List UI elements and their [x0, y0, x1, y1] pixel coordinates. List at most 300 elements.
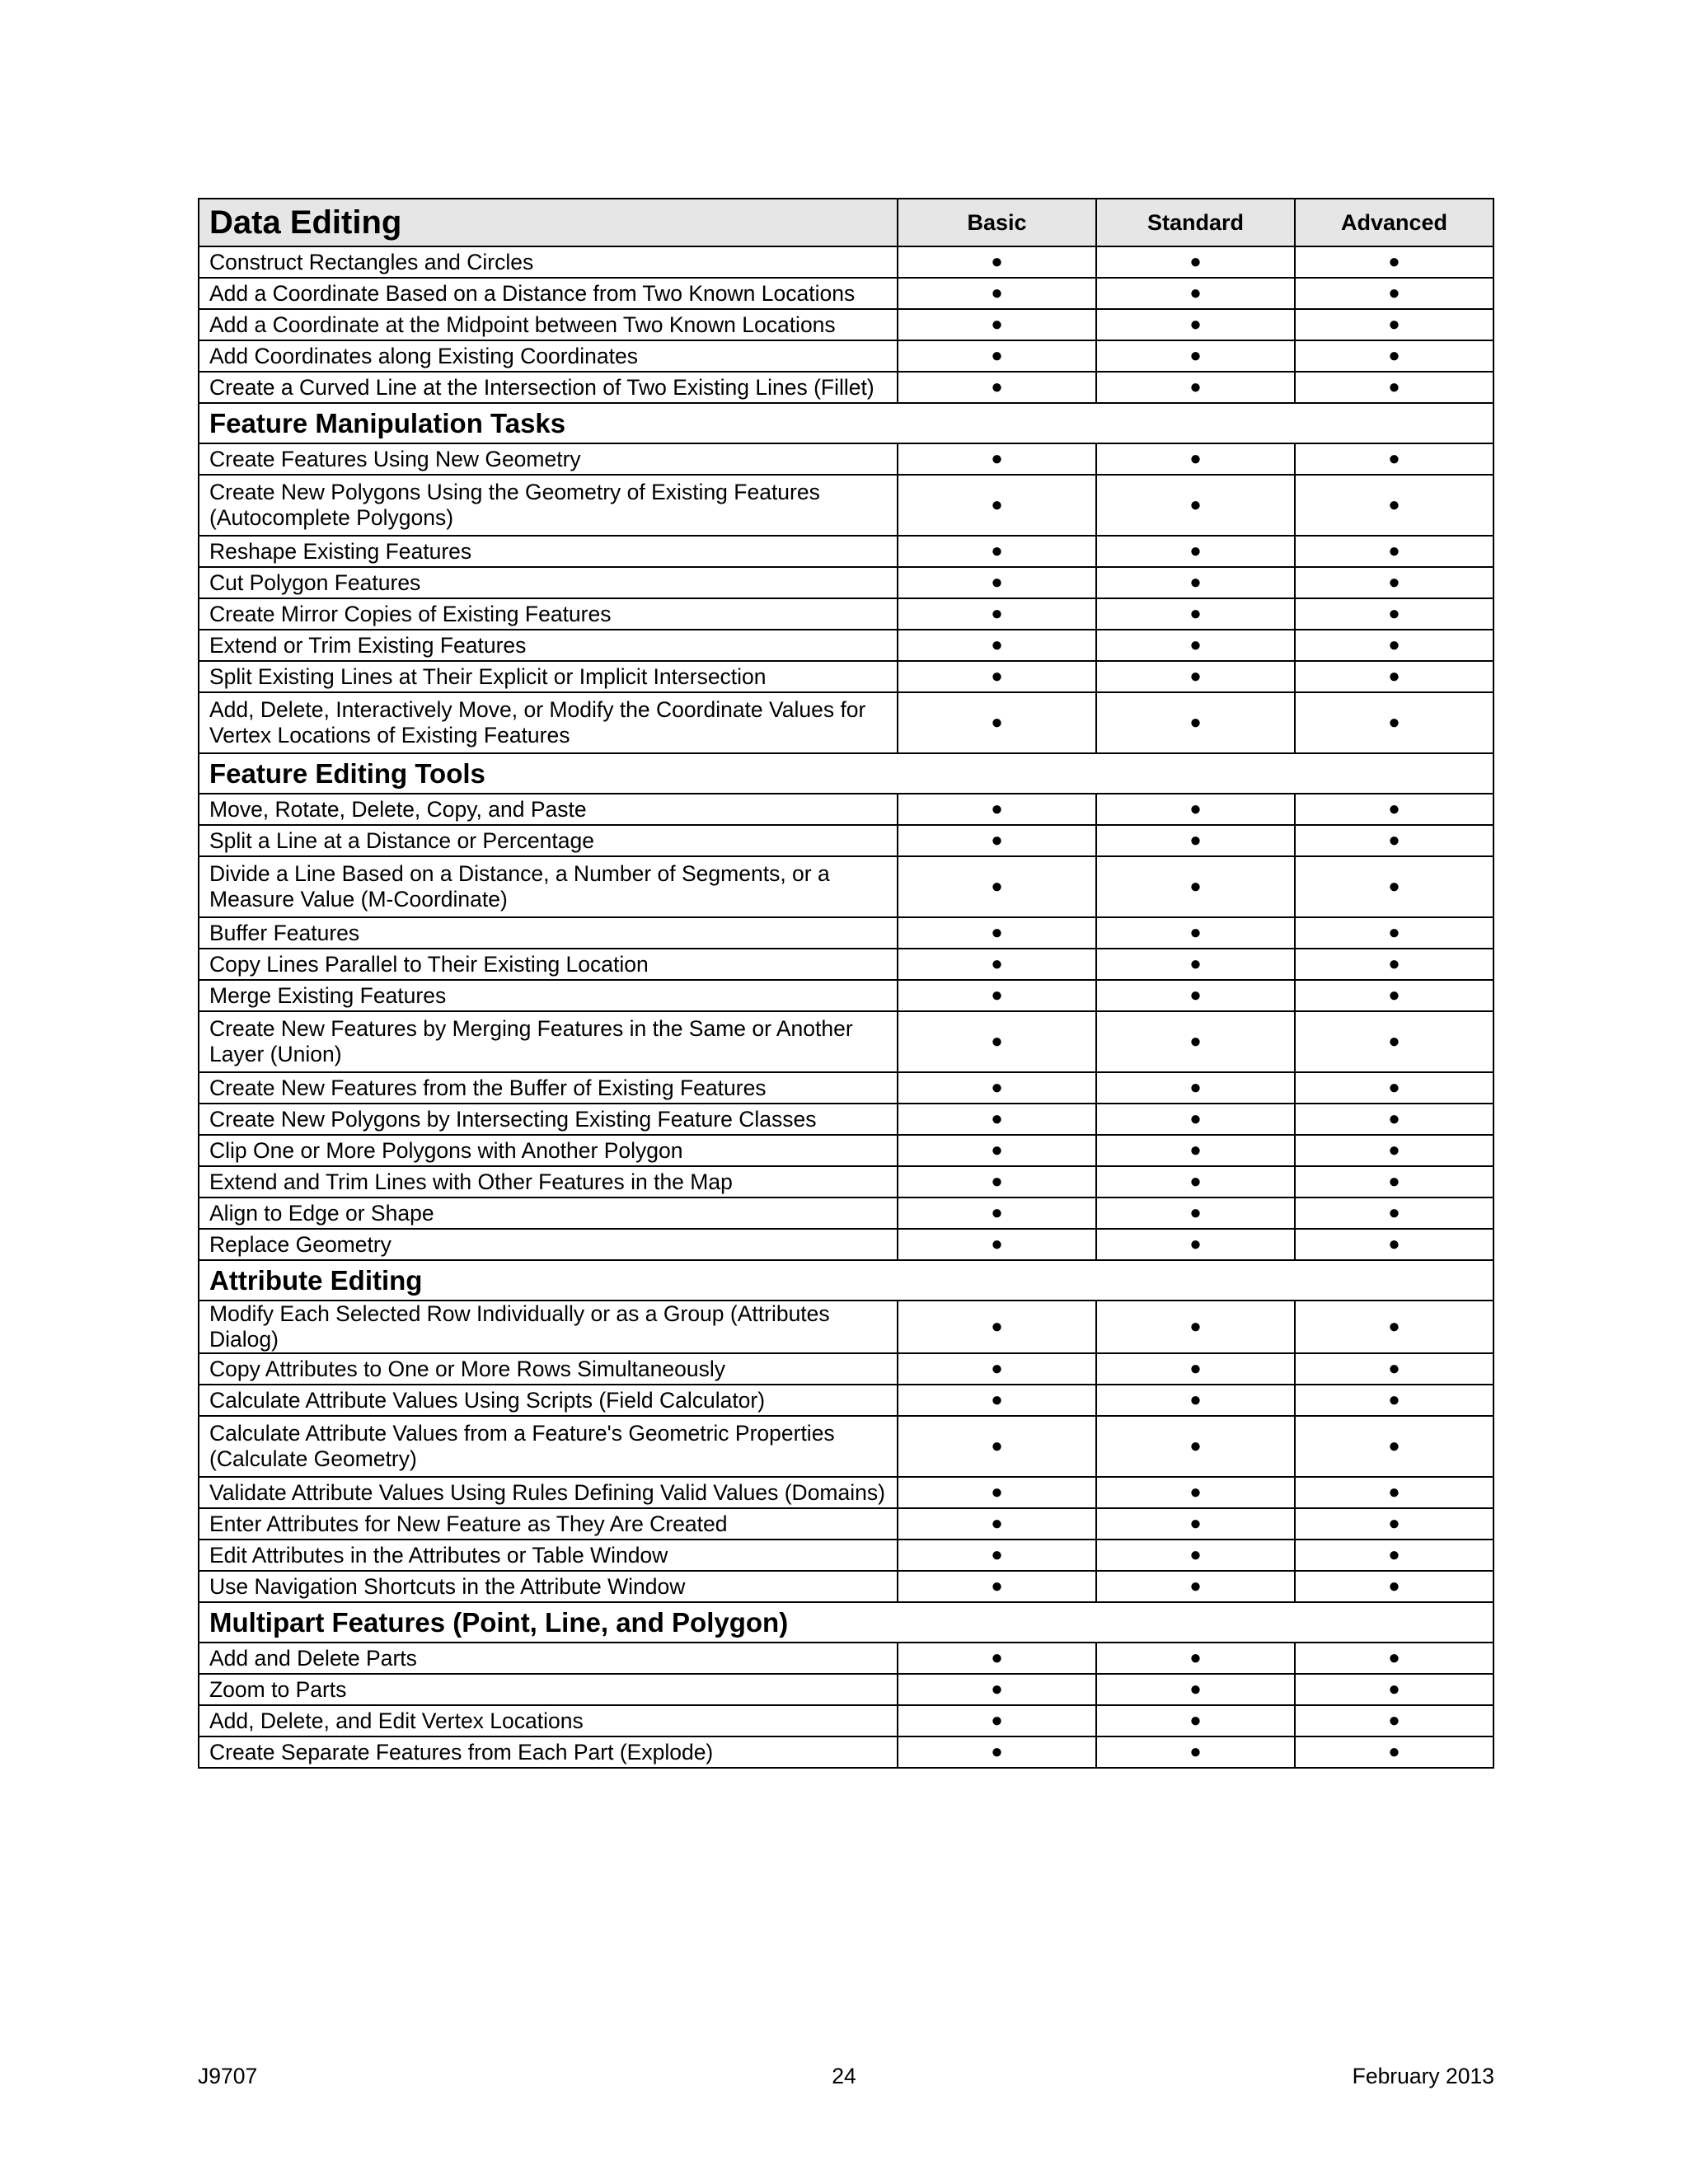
available-dot-icon: ● — [1388, 1076, 1400, 1099]
available-dot-icon: ● — [1388, 313, 1400, 335]
section-heading-row — [199, 1602, 1493, 1643]
table-row — [199, 1011, 1493, 1072]
available-dot-icon: ● — [1388, 448, 1400, 470]
table-row — [199, 917, 1493, 949]
footer-document-id: J9707 — [198, 2064, 258, 2088]
available-dot-icon: ● — [1388, 1357, 1400, 1380]
feature-label: Split Existing Lines at Their Explicit or Implicit Intersection — [199, 661, 898, 692]
standard-availability-cell — [1096, 246, 1295, 278]
available-dot-icon: ● — [1388, 1647, 1400, 1669]
available-dot-icon: ● — [1388, 875, 1400, 898]
feature-label: Copy Attributes to One or More Rows Simultaneously — [199, 1353, 898, 1385]
table-row — [199, 1736, 1493, 1768]
advanced-availability-cell — [1295, 661, 1493, 692]
available-dot-icon: ● — [991, 1435, 1003, 1457]
advanced-availability-cell — [1295, 1229, 1493, 1260]
advanced-availability-cell — [1295, 856, 1493, 917]
standard-availability-cell — [1096, 1540, 1295, 1571]
available-dot-icon: ● — [1189, 1315, 1202, 1338]
available-dot-icon: ● — [1388, 571, 1400, 593]
available-dot-icon: ● — [1189, 1139, 1202, 1161]
advanced-availability-cell — [1295, 1166, 1493, 1197]
feature-label: Add Coordinates along Existing Coordinates — [199, 340, 898, 372]
standard-availability-cell — [1096, 372, 1295, 403]
advanced-availability-cell — [1295, 246, 1493, 278]
advanced-availability-cell — [1295, 567, 1493, 598]
available-dot-icon: ● — [991, 1678, 1003, 1700]
available-dot-icon: ● — [1189, 634, 1202, 656]
advanced-availability-cell — [1295, 1416, 1493, 1477]
available-dot-icon: ● — [1189, 1575, 1202, 1597]
advanced-availability-cell — [1295, 1385, 1493, 1416]
basic-availability-cell — [898, 1571, 1096, 1602]
data-editing-table — [198, 198, 1494, 1769]
available-dot-icon: ● — [1388, 665, 1400, 687]
advanced-availability-cell — [1295, 340, 1493, 372]
table-row — [199, 1229, 1493, 1260]
advanced-availability-cell — [1295, 917, 1493, 949]
available-dot-icon: ● — [1189, 1030, 1202, 1052]
available-dot-icon: ● — [991, 1030, 1003, 1052]
available-dot-icon: ● — [1388, 344, 1400, 367]
basic-availability-cell — [898, 475, 1096, 536]
available-dot-icon: ● — [991, 1357, 1003, 1380]
available-dot-icon: ● — [1189, 1202, 1202, 1224]
feature-label: Extend or Trim Existing Features — [199, 630, 898, 661]
table-row — [199, 980, 1493, 1011]
footer-page-number: 24 — [832, 2064, 856, 2088]
table-row — [199, 1540, 1493, 1571]
table-row — [199, 1197, 1493, 1229]
table-row — [199, 309, 1493, 340]
available-dot-icon: ● — [1388, 1575, 1400, 1597]
available-dot-icon: ● — [1189, 376, 1202, 398]
available-dot-icon: ● — [1388, 602, 1400, 625]
standard-availability-cell — [1096, 980, 1295, 1011]
section-heading: Multipart Features (Point, Line, and Polygon) — [199, 1602, 1493, 1643]
standard-availability-cell — [1096, 1229, 1295, 1260]
basic-availability-cell — [898, 1166, 1096, 1197]
available-dot-icon: ● — [1189, 1233, 1202, 1255]
standard-availability-cell — [1096, 278, 1295, 309]
basic-availability-cell — [898, 443, 1096, 475]
table-row — [199, 1705, 1493, 1736]
available-dot-icon: ● — [1388, 1315, 1400, 1338]
advanced-availability-cell — [1295, 630, 1493, 661]
table-row — [199, 1643, 1493, 1674]
basic-availability-cell — [898, 1643, 1096, 1674]
feature-label: Merge Existing Features — [199, 980, 898, 1011]
available-dot-icon: ● — [991, 711, 1003, 733]
available-dot-icon: ● — [1189, 251, 1202, 273]
table-row — [199, 856, 1493, 917]
available-dot-icon: ● — [1189, 1481, 1202, 1503]
basic-availability-cell — [898, 661, 1096, 692]
footer-date: February 2013 — [1352, 2064, 1494, 2088]
table-row — [199, 1416, 1493, 1477]
available-dot-icon: ● — [1189, 313, 1202, 335]
available-dot-icon: ● — [1388, 1389, 1400, 1411]
basic-availability-cell — [898, 1416, 1096, 1477]
advanced-availability-cell — [1295, 1011, 1493, 1072]
basic-availability-cell — [898, 278, 1096, 309]
available-dot-icon: ● — [991, 875, 1003, 898]
basic-availability-cell — [898, 246, 1096, 278]
feature-label: Reshape Existing Features — [199, 536, 898, 567]
standard-availability-cell — [1096, 1104, 1295, 1135]
standard-availability-cell — [1096, 1197, 1295, 1229]
available-dot-icon: ● — [1189, 984, 1202, 1006]
feature-label: Add a Coordinate Based on a Distance from Two Known Locations — [199, 278, 898, 309]
table-row — [199, 1477, 1493, 1508]
basic-availability-cell — [898, 794, 1096, 825]
available-dot-icon: ● — [1189, 1647, 1202, 1669]
available-dot-icon: ● — [991, 1389, 1003, 1411]
basic-availability-cell — [898, 598, 1096, 630]
basic-availability-cell — [898, 1674, 1096, 1705]
available-dot-icon: ● — [1388, 1202, 1400, 1224]
basic-availability-cell — [898, 856, 1096, 917]
table-row — [199, 1135, 1493, 1166]
available-dot-icon: ● — [1189, 448, 1202, 470]
available-dot-icon: ● — [991, 1202, 1003, 1224]
feature-label: Create Mirror Copies of Existing Features — [199, 598, 898, 630]
basic-availability-cell — [898, 1736, 1096, 1768]
standard-availability-cell — [1096, 1301, 1295, 1353]
advanced-availability-cell — [1295, 278, 1493, 309]
available-dot-icon: ● — [1388, 282, 1400, 304]
available-dot-icon: ● — [991, 494, 1003, 516]
feature-label: Align to Edge or Shape — [199, 1197, 898, 1229]
table-row — [199, 1674, 1493, 1705]
available-dot-icon: ● — [1388, 1741, 1400, 1763]
available-dot-icon: ● — [991, 829, 1003, 851]
feature-label: Add and Delete Parts — [199, 1643, 898, 1674]
available-dot-icon: ● — [1189, 1678, 1202, 1700]
available-dot-icon: ● — [1388, 711, 1400, 733]
basic-availability-cell — [898, 1353, 1096, 1385]
available-dot-icon: ● — [991, 1108, 1003, 1130]
advanced-availability-cell — [1295, 1571, 1493, 1602]
standard-availability-cell — [1096, 1736, 1295, 1768]
standard-availability-cell — [1096, 536, 1295, 567]
available-dot-icon: ● — [991, 1233, 1003, 1255]
feature-label: Calculate Attribute Values Using Scripts (Field Calculator) — [199, 1385, 898, 1416]
section-heading: Attribute Editing — [199, 1260, 1493, 1301]
column-header-basic: Basic — [898, 199, 1096, 246]
available-dot-icon: ● — [991, 1512, 1003, 1535]
standard-availability-cell — [1096, 1674, 1295, 1705]
basic-availability-cell — [898, 1135, 1096, 1166]
table-row — [199, 1166, 1493, 1197]
available-dot-icon: ● — [1388, 984, 1400, 1006]
available-dot-icon: ● — [991, 251, 1003, 273]
basic-availability-cell — [898, 309, 1096, 340]
available-dot-icon: ● — [991, 798, 1003, 820]
available-dot-icon: ● — [1189, 344, 1202, 367]
available-dot-icon: ● — [1189, 1108, 1202, 1130]
table-row — [199, 949, 1493, 980]
advanced-availability-cell — [1295, 949, 1493, 980]
available-dot-icon: ● — [991, 540, 1003, 562]
available-dot-icon: ● — [1388, 798, 1400, 820]
available-dot-icon: ● — [991, 448, 1003, 470]
basic-availability-cell — [898, 1540, 1096, 1571]
column-header-advanced: Advanced — [1295, 199, 1493, 246]
standard-availability-cell — [1096, 630, 1295, 661]
available-dot-icon: ● — [991, 1170, 1003, 1193]
feature-label: Clip One or More Polygons with Another Polygon — [199, 1135, 898, 1166]
table-row — [199, 598, 1493, 630]
available-dot-icon: ● — [1189, 602, 1202, 625]
table-title: Data Editing — [199, 199, 898, 246]
basic-availability-cell — [898, 1385, 1096, 1416]
standard-availability-cell — [1096, 1705, 1295, 1736]
available-dot-icon: ● — [1388, 953, 1400, 975]
available-dot-icon: ● — [991, 344, 1003, 367]
available-dot-icon: ● — [1189, 1357, 1202, 1380]
available-dot-icon: ● — [1388, 634, 1400, 656]
available-dot-icon: ● — [1388, 829, 1400, 851]
table-row — [199, 794, 1493, 825]
table-row — [199, 825, 1493, 856]
available-dot-icon: ● — [1189, 1435, 1202, 1457]
section-heading-row — [199, 403, 1493, 443]
advanced-availability-cell — [1295, 1736, 1493, 1768]
advanced-availability-cell — [1295, 1197, 1493, 1229]
feature-label: Add a Coordinate at the Midpoint between Two Known Locations — [199, 309, 898, 340]
table-row — [199, 567, 1493, 598]
table-row — [199, 1508, 1493, 1540]
available-dot-icon: ● — [991, 376, 1003, 398]
basic-availability-cell — [898, 372, 1096, 403]
available-dot-icon: ● — [1189, 571, 1202, 593]
feature-label: Enter Attributes for New Feature as They Are Created — [199, 1508, 898, 1540]
basic-availability-cell — [898, 630, 1096, 661]
feature-label: Create New Polygons Using the Geometry of Existing Features (Autocomplete Polygons) — [199, 475, 898, 536]
advanced-availability-cell — [1295, 1643, 1493, 1674]
feature-label: Copy Lines Parallel to Their Existing Location — [199, 949, 898, 980]
available-dot-icon: ● — [1388, 921, 1400, 944]
basic-availability-cell — [898, 1705, 1096, 1736]
available-dot-icon: ● — [991, 1315, 1003, 1338]
advanced-availability-cell — [1295, 536, 1493, 567]
feature-label: Create Separate Features from Each Part (Explode) — [199, 1736, 898, 1768]
table-row — [199, 1072, 1493, 1104]
standard-availability-cell — [1096, 692, 1295, 753]
available-dot-icon: ● — [1189, 1076, 1202, 1099]
available-dot-icon: ● — [1189, 1741, 1202, 1763]
advanced-availability-cell — [1295, 980, 1493, 1011]
advanced-availability-cell — [1295, 794, 1493, 825]
basic-availability-cell — [898, 1104, 1096, 1135]
standard-availability-cell — [1096, 1643, 1295, 1674]
standard-availability-cell — [1096, 856, 1295, 917]
available-dot-icon: ● — [1189, 665, 1202, 687]
available-dot-icon: ● — [1388, 1170, 1400, 1193]
advanced-availability-cell — [1295, 1353, 1493, 1385]
column-header-standard: Standard — [1096, 199, 1295, 246]
basic-availability-cell — [898, 1197, 1096, 1229]
table-row — [199, 1353, 1493, 1385]
advanced-availability-cell — [1295, 1135, 1493, 1166]
available-dot-icon: ● — [1189, 1389, 1202, 1411]
section-heading: Feature Manipulation Tasks — [199, 403, 1493, 443]
available-dot-icon: ● — [991, 634, 1003, 656]
available-dot-icon: ● — [1189, 282, 1202, 304]
available-dot-icon: ● — [1388, 540, 1400, 562]
standard-availability-cell — [1096, 917, 1295, 949]
basic-availability-cell — [898, 1072, 1096, 1104]
standard-availability-cell — [1096, 1166, 1295, 1197]
feature-label: Create New Polygons by Intersecting Existing Feature Classes — [199, 1104, 898, 1135]
standard-availability-cell — [1096, 1416, 1295, 1477]
standard-availability-cell — [1096, 598, 1295, 630]
advanced-availability-cell — [1295, 1674, 1493, 1705]
available-dot-icon: ● — [991, 1076, 1003, 1099]
standard-availability-cell — [1096, 1571, 1295, 1602]
basic-availability-cell — [898, 567, 1096, 598]
feature-label: Create New Features by Merging Features in the Same or Another Layer (Union) — [199, 1011, 898, 1072]
standard-availability-cell — [1096, 825, 1295, 856]
standard-availability-cell — [1096, 443, 1295, 475]
feature-label: Divide a Line Based on a Distance, a Number of Segments, or a Measure Value (M-Coordinate) — [199, 856, 898, 917]
feature-label: Split a Line at a Distance or Percentage — [199, 825, 898, 856]
available-dot-icon: ● — [1189, 1544, 1202, 1566]
table-row — [199, 1385, 1493, 1416]
table-row — [199, 1301, 1493, 1353]
advanced-availability-cell — [1295, 1477, 1493, 1508]
available-dot-icon: ● — [1189, 540, 1202, 562]
basic-availability-cell — [898, 692, 1096, 753]
table-row — [199, 536, 1493, 567]
feature-label: Replace Geometry — [199, 1229, 898, 1260]
available-dot-icon: ● — [1388, 376, 1400, 398]
table-row — [199, 246, 1493, 278]
available-dot-icon: ● — [991, 1741, 1003, 1763]
available-dot-icon: ● — [991, 953, 1003, 975]
table-row — [199, 372, 1493, 403]
basic-availability-cell — [898, 949, 1096, 980]
available-dot-icon: ● — [1189, 798, 1202, 820]
available-dot-icon: ● — [1388, 1030, 1400, 1052]
available-dot-icon: ● — [991, 571, 1003, 593]
feature-label: Create New Features from the Buffer of Existing Features — [199, 1072, 898, 1104]
feature-label: Move, Rotate, Delete, Copy, and Paste — [199, 794, 898, 825]
section-heading-row — [199, 1260, 1493, 1301]
available-dot-icon: ● — [1189, 711, 1202, 733]
basic-availability-cell — [898, 1508, 1096, 1540]
feature-label: Extend and Trim Lines with Other Features in the Map — [199, 1166, 898, 1197]
advanced-availability-cell — [1295, 1705, 1493, 1736]
available-dot-icon: ● — [991, 1481, 1003, 1503]
available-dot-icon: ● — [991, 1544, 1003, 1566]
available-dot-icon: ● — [1388, 251, 1400, 273]
available-dot-icon: ● — [1388, 1512, 1400, 1535]
available-dot-icon: ● — [1189, 1170, 1202, 1193]
basic-availability-cell — [898, 825, 1096, 856]
advanced-availability-cell — [1295, 1301, 1493, 1353]
available-dot-icon: ● — [1388, 1678, 1400, 1700]
feature-label: Validate Attribute Values Using Rules Defining Valid Values (Domains) — [199, 1477, 898, 1508]
standard-availability-cell — [1096, 1011, 1295, 1072]
standard-availability-cell — [1096, 567, 1295, 598]
available-dot-icon: ● — [991, 313, 1003, 335]
table-row — [199, 661, 1493, 692]
available-dot-icon: ● — [1189, 1709, 1202, 1732]
table-row — [199, 340, 1493, 372]
available-dot-icon: ● — [991, 921, 1003, 944]
feature-label: Construct Rectangles and Circles — [199, 246, 898, 278]
standard-availability-cell — [1096, 794, 1295, 825]
standard-availability-cell — [1096, 340, 1295, 372]
standard-availability-cell — [1096, 1385, 1295, 1416]
table-row — [199, 1571, 1493, 1602]
feature-label: Calculate Attribute Values from a Feature's Geometric Properties (Calculate Geometry) — [199, 1416, 898, 1477]
standard-availability-cell — [1096, 1353, 1295, 1385]
feature-label: Zoom to Parts — [199, 1674, 898, 1705]
available-dot-icon: ● — [1388, 1233, 1400, 1255]
feature-label: Add, Delete, Interactively Move, or Modify the Coordinate Values for Vertex Locations of Existing Features — [199, 692, 898, 753]
table-row — [199, 475, 1493, 536]
advanced-availability-cell — [1295, 692, 1493, 753]
advanced-availability-cell — [1295, 475, 1493, 536]
standard-availability-cell — [1096, 1072, 1295, 1104]
table-row — [199, 630, 1493, 661]
standard-availability-cell — [1096, 1508, 1295, 1540]
table-row — [199, 443, 1493, 475]
available-dot-icon: ● — [991, 1139, 1003, 1161]
advanced-availability-cell — [1295, 1104, 1493, 1135]
basic-availability-cell — [898, 536, 1096, 567]
standard-availability-cell — [1096, 661, 1295, 692]
table-row — [199, 692, 1493, 753]
available-dot-icon: ● — [991, 602, 1003, 625]
advanced-availability-cell — [1295, 443, 1493, 475]
advanced-availability-cell — [1295, 1508, 1493, 1540]
standard-availability-cell — [1096, 309, 1295, 340]
feature-label: Create Features Using New Geometry — [199, 443, 898, 475]
available-dot-icon: ● — [991, 1647, 1003, 1669]
table-header-row — [199, 199, 1493, 246]
available-dot-icon: ● — [1189, 829, 1202, 851]
table-row — [199, 1104, 1493, 1135]
feature-label: Use Navigation Shortcuts in the Attribute Window — [199, 1571, 898, 1602]
available-dot-icon: ● — [1189, 921, 1202, 944]
basic-availability-cell — [898, 917, 1096, 949]
available-dot-icon: ● — [991, 282, 1003, 304]
table-row — [199, 278, 1493, 309]
standard-availability-cell — [1096, 1135, 1295, 1166]
feature-label: Modify Each Selected Row Individually or as a Group (Attributes Dialog) — [199, 1301, 898, 1353]
advanced-availability-cell — [1295, 1072, 1493, 1104]
basic-availability-cell — [898, 980, 1096, 1011]
feature-label: Edit Attributes in the Attributes or Table Window — [199, 1540, 898, 1571]
section-heading: Feature Editing Tools — [199, 753, 1493, 794]
available-dot-icon: ● — [1189, 875, 1202, 898]
standard-availability-cell — [1096, 1477, 1295, 1508]
available-dot-icon: ● — [1388, 1108, 1400, 1130]
basic-availability-cell — [898, 340, 1096, 372]
advanced-availability-cell — [1295, 598, 1493, 630]
advanced-availability-cell — [1295, 309, 1493, 340]
feature-label: Add, Delete, and Edit Vertex Locations — [199, 1705, 898, 1736]
basic-availability-cell — [898, 1477, 1096, 1508]
available-dot-icon: ● — [991, 1709, 1003, 1732]
feature-label: Buffer Features — [199, 917, 898, 949]
standard-availability-cell — [1096, 475, 1295, 536]
section-heading-row — [199, 753, 1493, 794]
